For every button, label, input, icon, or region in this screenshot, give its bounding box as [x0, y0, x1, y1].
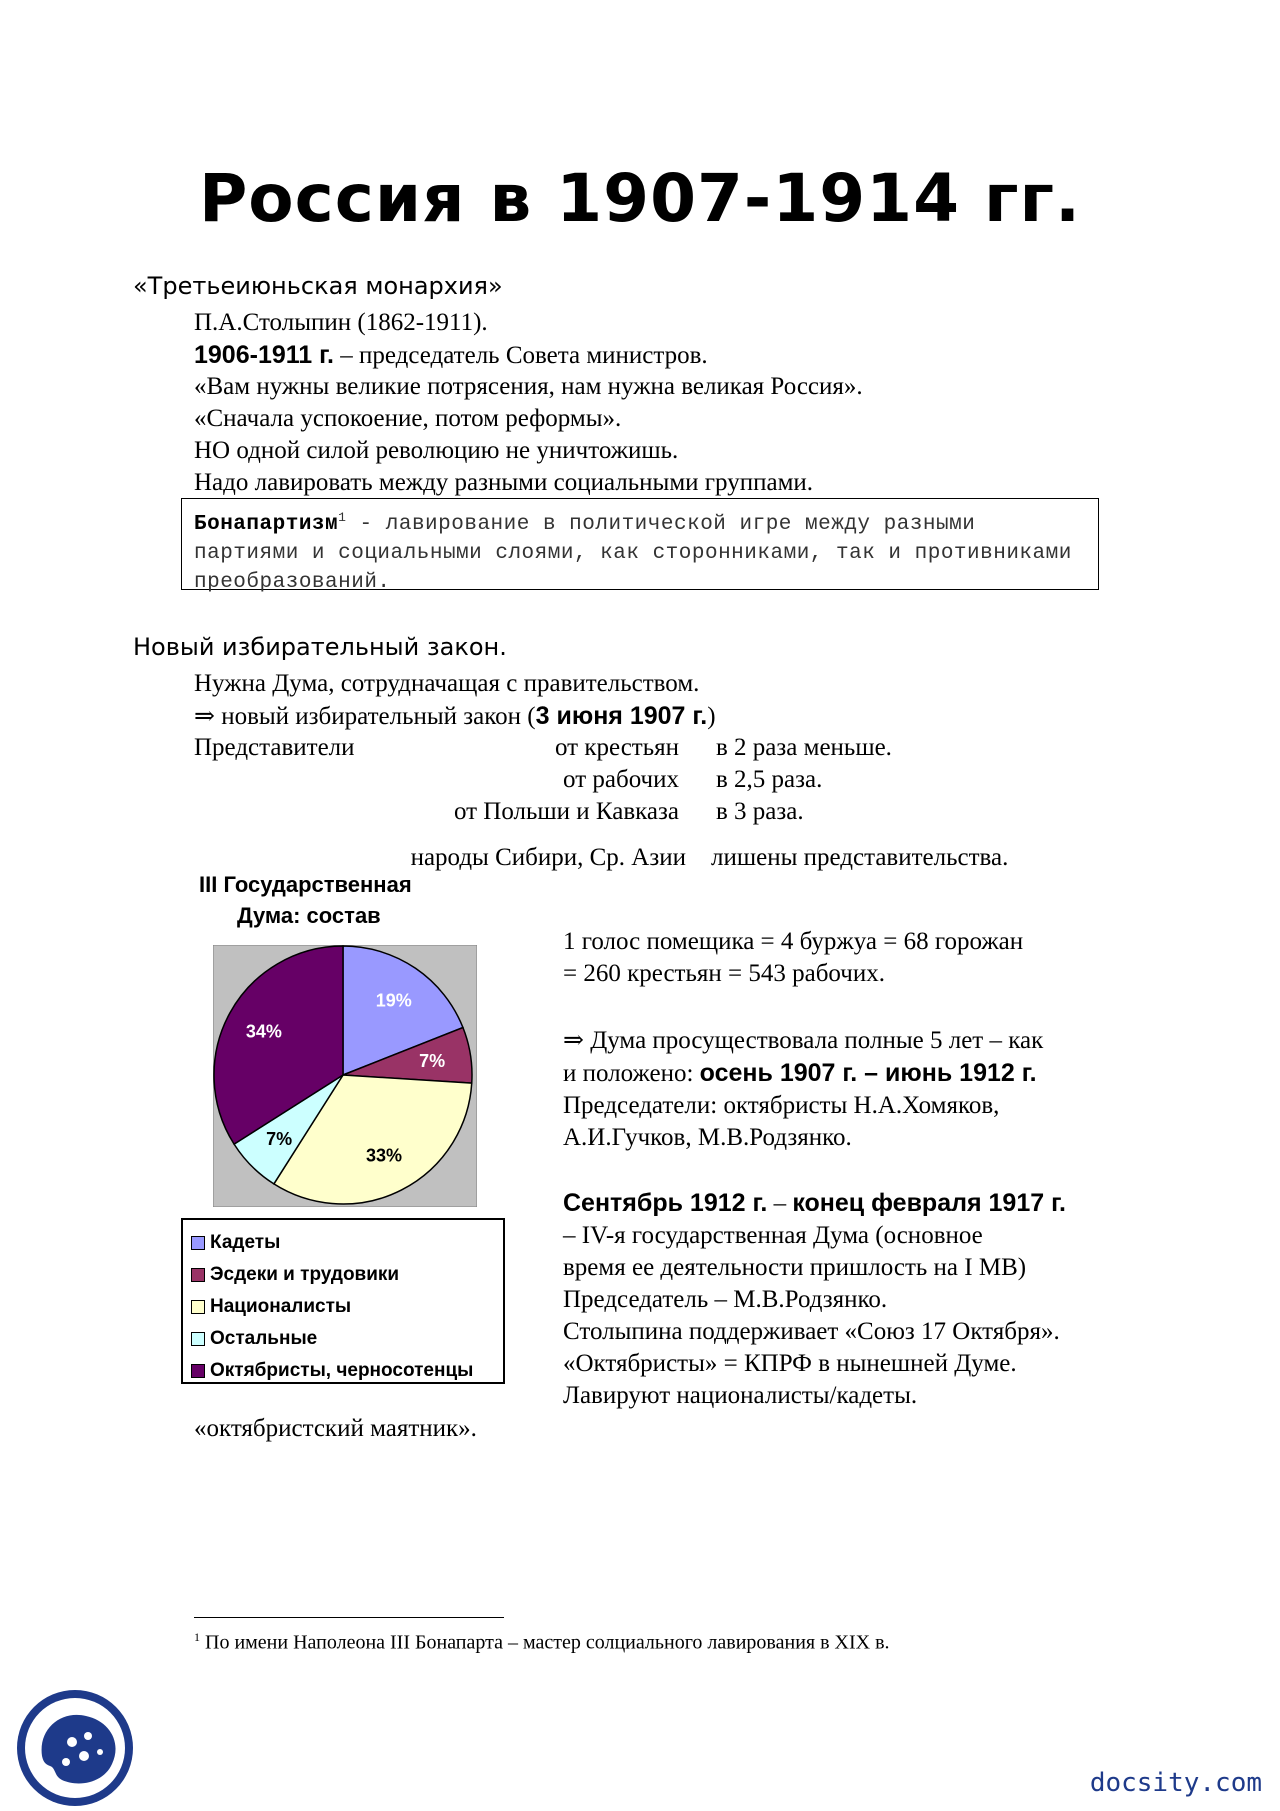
fourth-line: «Октябристы» = КПРФ в нынешней Думе.	[563, 1350, 1017, 1377]
legend-item	[191, 1291, 503, 1323]
legend-label: Октябристы, черносотенцы	[210, 1360, 474, 1381]
docsity-watermark: docsity.com	[1089, 1768, 1262, 1798]
legend-label: Эсдеки и трудовики	[210, 1264, 400, 1285]
duma-line-dates	[563, 1057, 1037, 1090]
section-heading-election-law: Новый избирательный закон.	[133, 633, 507, 661]
definition-box	[181, 498, 1099, 594]
fourth-line: – IV-я государственная Дума (основное	[563, 1222, 983, 1249]
fourth-duma-dates	[563, 1187, 1066, 1220]
duma-prefix: и положено:	[563, 1060, 700, 1087]
chairs-line: А.И.Гучков, М.В.Родзянко.	[563, 1124, 852, 1151]
fourth-date-end: конец февраля 1917 г.	[792, 1189, 1066, 1217]
chart-legend	[181, 1218, 505, 1384]
legend-swatch	[191, 1268, 205, 1282]
definition-term: Бонапартизм	[194, 513, 339, 536]
footnote-mark: 1	[338, 510, 347, 525]
text-line-chair	[194, 339, 708, 372]
rep-ratio: в 2 раза меньше.	[716, 734, 892, 761]
chair-text: – председатель Совета министров.	[333, 342, 708, 369]
pendulum-text: «октябристский маятник».	[194, 1415, 477, 1442]
page-title: Россия в 1907-1914 гг.	[198, 160, 1082, 237]
fourth-date-start: Сентябрь 1912 г.	[563, 1189, 768, 1217]
fourth-line: Столыпина поддерживает «Союз 17 Октября».	[563, 1318, 1060, 1345]
rep-ratio: лишены представительства.	[711, 844, 1009, 871]
text-line: Нужна Дума, сотрудначащая с правительством.	[194, 670, 700, 697]
legend-label: Националисты	[210, 1296, 352, 1317]
fourth-line: Лавируют националисты/кадеты.	[563, 1382, 918, 1409]
section-heading-monarchy: «Третьеиюньская монархия»	[133, 272, 503, 300]
legend-swatch	[191, 1300, 205, 1314]
footnote	[194, 1630, 890, 1655]
rep-ratio: в 3 раза.	[716, 798, 804, 825]
text-line: НО одной силой революцию не уничтожишь.	[194, 437, 679, 464]
pie-chart	[213, 945, 477, 1207]
footnote-number: 1	[194, 1630, 200, 1644]
legend-item	[191, 1227, 503, 1259]
text-line: «Вам нужны великие потрясения, нам нужна великая Россия».	[194, 373, 863, 400]
rep-from: от крестьян	[554, 734, 679, 761]
docsity-logo-icon	[14, 1688, 136, 1808]
text-line-law	[194, 700, 716, 733]
text-line: «Сначала успокоение, потом реформы».	[194, 405, 622, 432]
pie-slice-label: 34%	[245, 1021, 282, 1042]
fourth-line: время ее деятельности пришлость на I МВ)	[563, 1254, 1027, 1281]
legend-label: Остальные	[210, 1328, 318, 1349]
vote-line: 1 голос помещика = 4 буржуа = 68 горожан	[563, 928, 1024, 955]
duma-line: ⇒ Дума просуществовала полные 5 лет – как	[563, 1027, 1044, 1054]
rep-ratio: в 2,5 раза.	[716, 766, 823, 793]
legend-item	[191, 1355, 503, 1387]
chart-title-line1: III Государственная	[199, 872, 412, 897]
chair-years: 1906-1911 г.	[194, 341, 334, 369]
vote-line: = 260 крестьян = 543 рабочих.	[563, 960, 885, 987]
chart-title-line2: Дума: состав	[237, 903, 381, 928]
law-date: 3 июня 1907 г.	[535, 702, 708, 730]
fourth-line: Председатель – М.В.Родзянко.	[563, 1286, 888, 1313]
legend-swatch	[191, 1332, 205, 1346]
legend-swatch	[191, 1236, 205, 1250]
law-prefix: ⇒ новый избирательный закон (	[194, 703, 536, 730]
fourth-dash: –	[767, 1190, 793, 1217]
rep-from: от рабочих	[563, 766, 679, 793]
legend-label: Кадеты	[210, 1232, 281, 1253]
duma-dates: осень 1907 г. – июнь 1912 г.	[699, 1059, 1037, 1087]
rep-from: от Польши и Кавказа	[453, 798, 679, 825]
definition-text: - лавирование в политической игре между разными партиями и социальными слоями, как сторонниками, так и противниками преобразований.	[194, 513, 1072, 594]
footnote-text: По имени Наполеона III Бонапарта – мастер солциального лавирования в XIX в.	[200, 1631, 890, 1654]
representatives-label: Представители	[194, 734, 355, 761]
footnote-separator	[194, 1617, 504, 1618]
pie-slice-label: 19%	[375, 990, 412, 1011]
pie-slice-label: 33%	[365, 1145, 403, 1166]
chairs-line: Председатели: октябристы Н.А.Хомяков,	[563, 1092, 1000, 1119]
legend-item	[191, 1323, 503, 1355]
pie-slice-label: 7%	[266, 1128, 293, 1149]
law-suffix: )	[707, 703, 716, 730]
legend-item	[191, 1259, 503, 1291]
text-line: Надо лавировать между разными социальными группами.	[194, 469, 814, 496]
rep-from: народы Сибири, Ср. Азии	[410, 844, 686, 871]
legend-swatch	[191, 1364, 205, 1378]
text-line: П.А.Столыпин (1862-1911).	[194, 309, 488, 336]
pie-slice-label: 7%	[419, 1050, 446, 1071]
